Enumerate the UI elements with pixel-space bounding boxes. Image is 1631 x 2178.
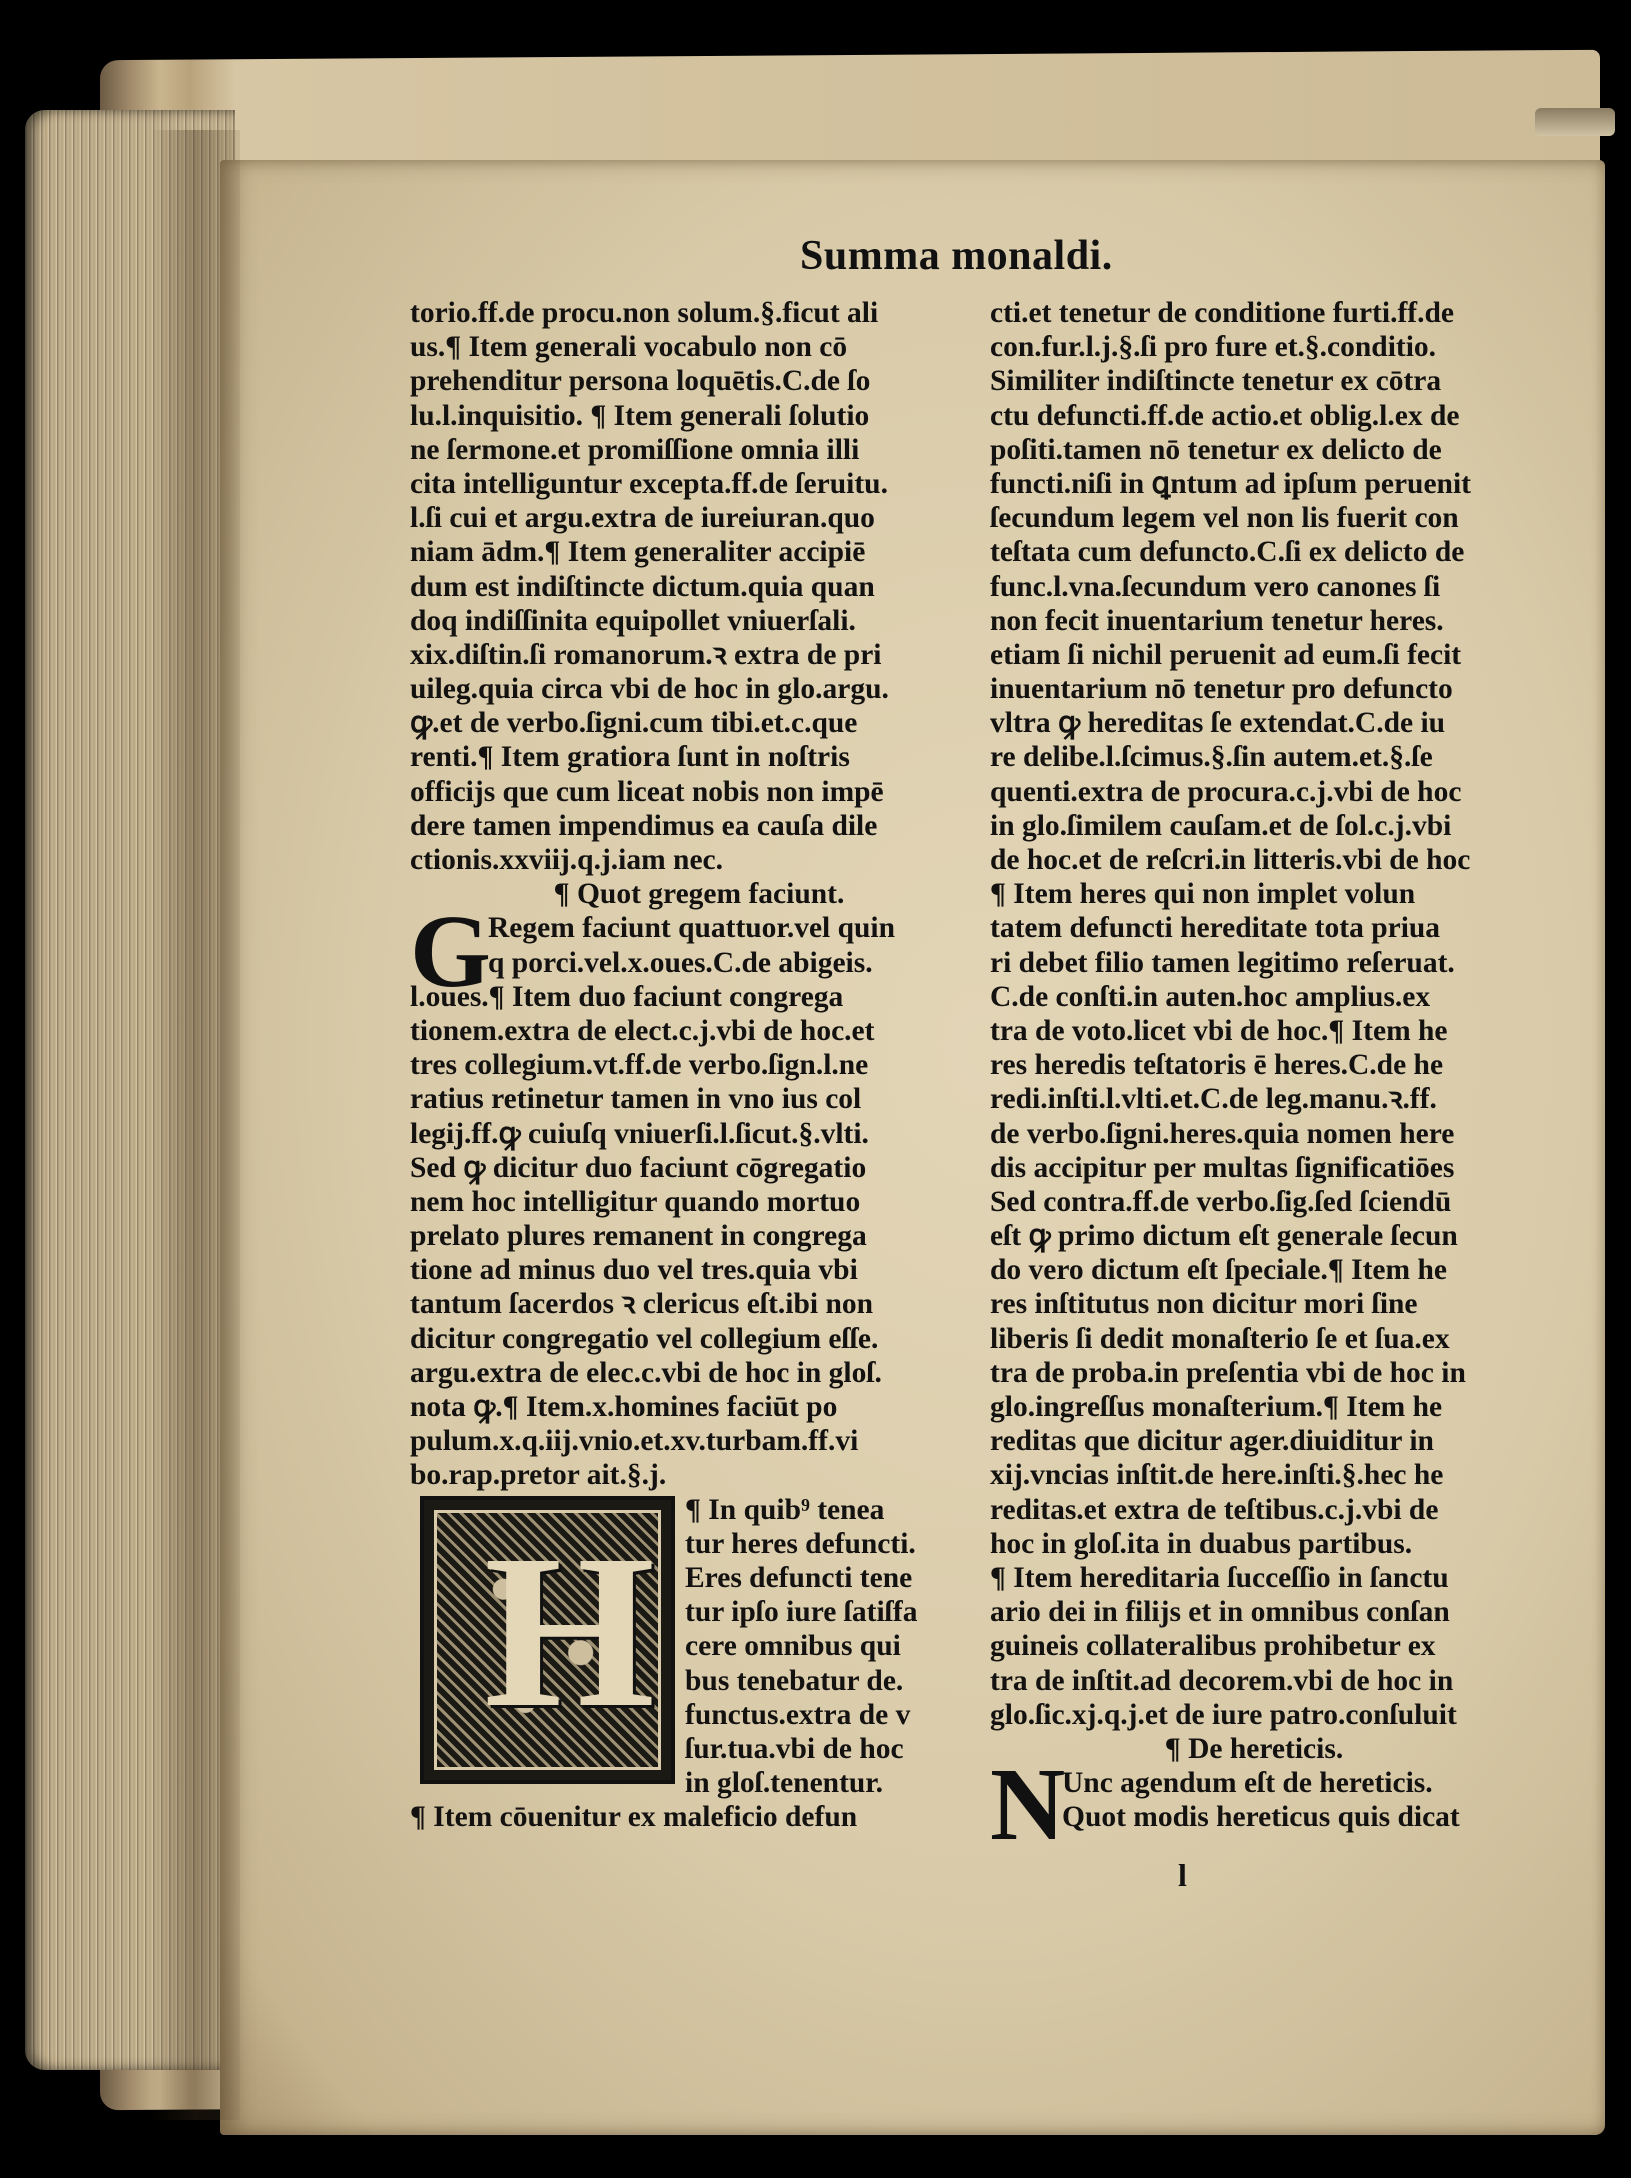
text-line: officijs que cum liceat nobis non impē (410, 775, 884, 808)
text-line: ¶ Item hereditaria ſucceſſio in ſanctu (990, 1561, 1449, 1594)
text-line: in gloſ.tenentur. (685, 1767, 884, 1800)
text-line: functi.niſi in ꝗntum ad ipſum peruenit (990, 467, 1471, 500)
text-line: glo.ingreſſus monaſterium.¶ Item he (990, 1391, 1443, 1423)
text-line: functus.extra de v (685, 1698, 911, 1731)
text-line: poſiti.tamen nō tenetur ex delicto de (990, 433, 1442, 466)
text-line: dum est indiſtincte dictum.quia quan (410, 570, 875, 603)
text-line: bus tenebatur de. (685, 1664, 904, 1697)
text-line: Eres defuncti tene (685, 1561, 913, 1594)
text-line: Sed ꝙ dicitur duo faciunt cōgregatio (410, 1151, 867, 1184)
text-line: hoc in gloſ.ita in duabus partibus. (990, 1527, 1413, 1560)
text-line: tionem.extra de elect.c.j.vbi de hoc.et (410, 1014, 875, 1047)
text-line: tione ad minus duo vel tres.quia vbi (410, 1254, 858, 1287)
gutter-shadow (150, 130, 240, 2120)
text-line: uileg.quia circa vbi de hoc in glo.argu. (410, 673, 889, 706)
text-line: etiam ſi nichil peruenit ad eum.ſi fecit (990, 638, 1462, 671)
initial-paragraph (990, 1747, 1518, 1863)
text-line: q porci.vel.x.oues.C.de abigeis. (488, 946, 873, 979)
text-line: res heredis teſtatoris ē heres.C.de he (990, 1049, 1444, 1082)
text-line: ¶ Item cōuenitur ex maleficio defun (410, 1801, 858, 1834)
text-line: torio.ff.de procu.non solum.§.ficut ali (410, 297, 879, 329)
text-line: l.ſi cui et argu.extra de iureiuran.quo (410, 502, 875, 535)
text-line: argu.extra de elec.c.vbi de hoc in gloſ. (410, 1356, 882, 1389)
text-line: nota ꝙ.¶ Item.x.homines faciūt po (410, 1391, 838, 1423)
page-signature: l (1178, 1857, 1187, 1893)
drop-cap-n: N (990, 1747, 1066, 1863)
text-line: Similiter indiſtincte tenetur ex cōtra (990, 365, 1442, 398)
left-paragraph-2 (410, 980, 988, 1493)
section-heading: ¶ Quot gregem faciunt. (553, 878, 845, 911)
text-line: inuentarium nō tenetur pro defuncto (990, 673, 1453, 706)
book-corner (1535, 108, 1615, 136)
text-line: de verbo.ſigni.heres.quia nomen here (990, 1117, 1455, 1150)
text-line: pulum.x.q.iij.vnio.et.xv.turbam.ff.vi (410, 1425, 859, 1458)
text-line: tur ipſo iure ſatiſfa (685, 1596, 918, 1629)
section-heading: ¶ De hereticis. (1164, 1732, 1344, 1765)
text-line: eſt ꝙ primo dictum eſt generale ſecun (990, 1220, 1458, 1253)
right-column (990, 296, 1518, 1863)
text-line: nem hoc intelligitur quando mortuo (410, 1185, 861, 1218)
text-line: Regem faciunt quattuor.vel quin (488, 912, 896, 945)
text-line: redi.inſti.l.vlti.et.C.de leg.manu.ꝛ.ff. (990, 1083, 1437, 1116)
text-line: reditas que dicitur ager.diuiditur in (990, 1425, 1434, 1458)
text-line: Quot modis hereticus quis dicat (1062, 1801, 1460, 1834)
woodcut-initial (420, 1496, 675, 1784)
text-line: doq indiſſinita equipollet vniuerſali. (410, 604, 856, 637)
text-line: do vero dictum eſt ſpeciale.¶ Item he (990, 1254, 1447, 1287)
text-line: tra de inſtit.ad decorem.vbi de hoc in (990, 1664, 1454, 1697)
text-line: lu.l.inquisitio. ¶ Item generali ſolutio (410, 399, 870, 432)
text-line: renti.¶ Item gratiora ſunt in noſtris (410, 741, 850, 774)
left-paragraph-1 (410, 296, 988, 877)
text-line: Unc agendum eſt de hereticis. (1062, 1767, 1433, 1800)
text-line: ꝙ.et de verbo.ſigni.cum tibi.et.c.que (410, 707, 858, 740)
text-line: bo.rap.pretor ait.§.j. (410, 1459, 667, 1492)
text-line: tres collegium.vt.ff.de verbo.ſign.l.ne (410, 1049, 869, 1082)
text-line: l.oues.¶ Item duo faciunt congrega (410, 980, 844, 1013)
text-line: vltra ꝙ hereditas ſe extendat.C.de iu (990, 707, 1446, 740)
text-line: ¶ Item heres qui non implet volun (990, 878, 1416, 911)
text-line: tur heres defuncti. (685, 1527, 916, 1560)
text-line: tra de proba.in preſentia vbi de hoc in (990, 1356, 1466, 1389)
text-line: ſecundum legem vel non lis fuerit con (990, 502, 1459, 535)
text-line: liberis ſi dedit monaſterio ſe et ſua.ex (990, 1322, 1450, 1355)
text-line: dicitur congregatio vel collegium eſſe. (410, 1322, 879, 1355)
text-line: cere omnibus qui (685, 1630, 901, 1663)
text-line: xij.vncias inſtit.de here.inſti.§.hec he (990, 1459, 1444, 1492)
text-line: xix.diſtin.ſi romanorum.ꝛ extra de pri (410, 638, 882, 671)
text-line: ne ſermone.et promiſſione omnia illi (410, 433, 860, 466)
text-line: niam ādm.¶ Item generaliter accipiē (410, 536, 866, 569)
text-line: us.¶ Item generali vocabulo non cō (410, 331, 848, 364)
text-line: func.l.vna.ſecundum vero canones ſi (990, 570, 1441, 603)
woodcut-letter-h: H (484, 1509, 656, 1753)
text-line: teſtata cum defuncto.C.ſi ex delicto de (990, 536, 1465, 569)
text-line: tra de voto.licet vbi de hoc.¶ Item he (990, 1014, 1448, 1047)
text-line: ri debet filio tamen legitimo reſeruat. (990, 946, 1455, 979)
text-line: con.fur.l.j.§.ſi pro fure et.§.conditio. (990, 331, 1437, 364)
text-line: de hoc.et de reſcri.in litteris.vbi de hoc (990, 844, 1471, 876)
text-line: guineis collateralibus prohibetur ex (990, 1630, 1436, 1663)
text-line: ratius retinetur tamen in vno ius col (410, 1083, 862, 1116)
drop-cap-g: G (410, 894, 491, 1010)
text-line: ſur.tua.vbi de hoc (685, 1732, 904, 1765)
text-line: dis accipitur per multas ſignificatiōes (990, 1151, 1455, 1184)
text-line: prelato plures remanent in congrega (410, 1220, 867, 1253)
text-line: cti.et tenetur de conditione furti.ff.de (990, 297, 1454, 329)
right-paragraph (990, 296, 1518, 1732)
text-line: ctionis.xxviij.q.j.iam nec. (410, 844, 724, 876)
text-line: legij.ff.ꝙ cuiuſq vniuerſi.l.ſicut.§.vlti. (410, 1117, 869, 1150)
text-line: tatem defuncti hereditate tota priua (990, 912, 1441, 945)
running-head: Summa monaldi. (800, 233, 1113, 279)
text-line: Sed contra.ff.de verbo.ſig.ſed ſciendū (990, 1185, 1452, 1218)
text-line: quenti.extra de procura.c.j.vbi de hoc (990, 775, 1462, 808)
text-line: ario dei in filijs et in omnibus conſan (990, 1596, 1450, 1629)
text-line: glo.ſic.xj.q.j.et de iure patro.conſuluit (990, 1698, 1457, 1731)
text-line: prehenditur persona loquētis.C.de ſo (410, 365, 871, 398)
text-line: in glo.ſimilem cauſam.et de ſol.c.j.vbi (990, 809, 1452, 842)
text-line: reditas.et extra de teſtibus.c.j.vbi de (990, 1493, 1439, 1526)
text-line: tantum ſacerdos ꝛ clericus eſt.ibi non (410, 1288, 874, 1321)
text-line: res inſtitutus non dicitur mori ſine (990, 1288, 1418, 1321)
text-line: dere tamen impendimus ea cauſa dile (410, 809, 878, 842)
text-line: ctu defuncti.ff.de actio.et oblig.l.ex de (990, 399, 1460, 432)
text-line: non fecit inuentarium tenetur heres. (990, 604, 1444, 637)
text-line: re delibe.l.ſcimus.§.ſin autem.et.§.ſe (990, 741, 1433, 774)
section-heading: ¶ In quib⁹ tenea (685, 1493, 885, 1526)
text-line: C.de conſti.in auten.hoc amplius.ex (990, 980, 1431, 1013)
text-line: cita intelliguntur excepta.ff.de ſeruitu. (410, 467, 888, 500)
